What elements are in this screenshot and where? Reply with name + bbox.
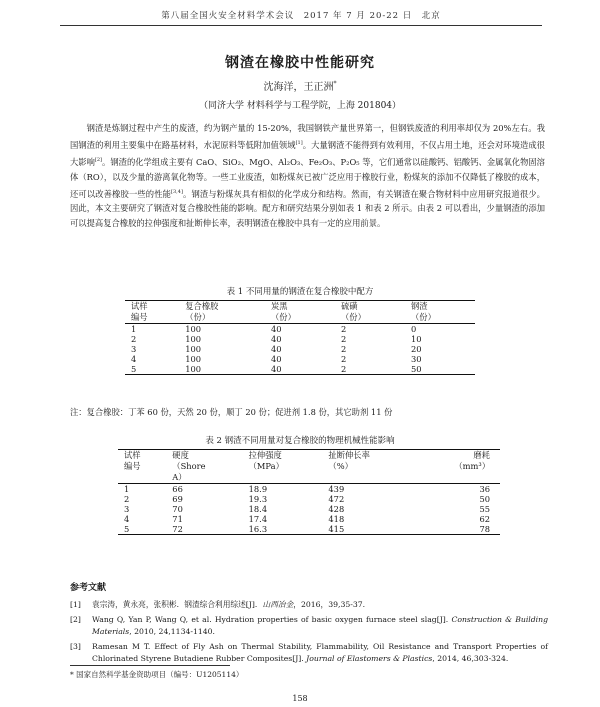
table-row — [118, 484, 500, 495]
paper-title: 钢渣在橡胶中性能研究 — [225, 55, 375, 71]
table2-header-row — [118, 450, 500, 484]
table1-header: （份） — [405, 312, 475, 324]
table-row — [125, 324, 475, 335]
page-number: 158 — [292, 694, 308, 703]
table-cell: 2 — [340, 334, 347, 344]
authors — [0, 78, 600, 93]
table-cell: 36 — [479, 484, 490, 494]
reference-item — [70, 641, 548, 665]
table-row — [118, 504, 500, 514]
table1-note: 注：复合橡胶：丁苯 60 份，天然 20 份，顺丁 20 份；促进剂 1.8 份，其它助剂 11 份 — [70, 407, 393, 417]
table-cell: 40 — [270, 344, 282, 354]
table-cell: 71 — [172, 514, 183, 524]
footnote: * 国家自然科学基金资助项目（编号：U1205114） — [70, 670, 244, 679]
table1-caption: 表 1 不同用量的钢渣在复合橡胶中配方 — [226, 287, 374, 297]
author-mark: * — [333, 80, 337, 88]
footnote-rule — [70, 665, 230, 666]
table-cell: 20 — [410, 344, 422, 354]
table1-header: 试样 — [131, 301, 148, 311]
reference-item — [70, 614, 548, 638]
table-cell: 2 — [340, 354, 347, 364]
table1-header: 钢渣 — [410, 301, 428, 311]
table1-header: 炭黑 — [270, 301, 288, 311]
table-cell: 100 — [185, 364, 202, 374]
table-cell: 78 — [479, 524, 490, 534]
table-cell: 18.4 — [248, 504, 268, 514]
table-cell: 17.4 — [248, 514, 268, 524]
table-cell: 30 — [410, 354, 422, 364]
table-cell: 3 — [131, 344, 137, 354]
reference-number: [1] — [70, 600, 81, 609]
table1-header: （份） — [179, 312, 265, 324]
table-cell: 1 — [124, 484, 130, 494]
table-cell: 69 — [172, 494, 183, 504]
table-cell: 16.3 — [248, 524, 268, 534]
table2-header: 拉伸强度 （MPa） — [243, 450, 323, 484]
table-cell: 472 — [328, 494, 345, 504]
table-cell: 100 — [185, 324, 202, 334]
table-row — [118, 514, 500, 524]
table1-header: （份） — [335, 312, 405, 324]
table-cell: 5 — [131, 364, 137, 374]
abstract-text: 。大量钢渣不能得到有效利用，不仅占用土地，还会对环境造成很大影响 — [70, 139, 545, 167]
table2-header: 磨耗 （mm³） — [413, 450, 500, 484]
table-cell: 70 — [172, 504, 183, 514]
author-names: 沈海洋，王正洲 — [263, 82, 334, 93]
table-cell: 2 — [131, 334, 137, 344]
table-cell: 66 — [172, 484, 183, 494]
table-cell: 50 — [410, 364, 422, 374]
table-cell: 55 — [479, 504, 490, 514]
affiliation: （同济大学 材料科学与工程学院，上海 201804） — [198, 101, 402, 111]
citation-3-4: [3,4] — [171, 188, 183, 195]
table-row — [125, 354, 475, 364]
table-row — [125, 344, 475, 354]
table-cell: 439 — [328, 484, 345, 494]
header-rule — [60, 25, 542, 26]
table-cell: 18.9 — [248, 484, 268, 494]
table1 — [125, 300, 475, 375]
running-header: 第八届全国火安全材料学术会议 2017 年 7 月 20-22 日 北京 — [161, 11, 441, 21]
table-cell: 2 — [124, 494, 130, 504]
references-list — [70, 599, 548, 668]
table2-caption: 表 2 钢渣不同用量对复合橡胶的物理机械性能影响 — [205, 436, 395, 446]
table-cell: 4 — [124, 514, 130, 524]
table-cell: 100 — [185, 334, 202, 344]
table-cell: 1 — [131, 324, 137, 334]
table2 — [118, 449, 500, 535]
table-cell: 19.3 — [248, 494, 268, 504]
table-cell: 62 — [479, 514, 490, 524]
citation-2: [2] — [94, 156, 103, 163]
table-cell: 72 — [172, 524, 183, 534]
reference-number: [2] — [70, 615, 81, 624]
table-cell: 40 — [270, 354, 282, 364]
abstract-text: 。钢渣的化学组成主要有 CaO、SiO₂、MgO、Al₂O₃、Fe₂O₃、P₂O₅ 等，它们通常以硅酸钙、铝酸钙、金属氧化物固溶体（RO），以及少量的游离氧化物等。一些工业废渣，如粉煤灰已被广泛应用于橡胶行业，粉煤灰的添加不仅降低了橡胶的成本，还可以改善橡胶一些的性能 — [70, 156, 545, 199]
abstract-paragraph — [70, 121, 545, 231]
abstract-text: 钢渣是炼钢过程中产生的废渣，约为钢产量的 15-20%，我国钢铁产量世界第一，但钢铁废渣的利用率却仅为 20%左右。我国钢渣的利用主要集中在路基材料，水泥原料等低附加值领域 — [70, 123, 545, 150]
table-cell: 418 — [328, 514, 345, 524]
table-cell: 2 — [340, 324, 347, 334]
table-cell: 3 — [124, 504, 130, 514]
table-cell: 50 — [479, 494, 490, 504]
table-cell: 100 — [185, 344, 202, 354]
table-cell: 100 — [185, 354, 202, 364]
table-cell: 10 — [410, 334, 422, 344]
reference-text: Wang Q, Yan P, Wang Q, et al. Hydration properties of basic oxygen furnace steel slag[J]. Construction & Building Materials, 2010, 24,1134-1140. — [92, 615, 548, 636]
table2-header: 扯断伸长率 （%） — [322, 450, 412, 484]
table-cell: 5 — [124, 524, 130, 534]
table1-header: 硫磺 — [340, 301, 358, 311]
reference-text: Ramesan M T. Effect of Fly Ash on Thermal Stability, Flammability, Oil Resistance and Transport Properties of Chlorinated Styrene Butadiene Rubber Composites[J]. Journal of Elastomers & Plastics, 2014, 46,303-324. — [92, 642, 548, 663]
abstract-text: 。钢渣与粉煤灰具有相似的化学成分和结构。然而，有关钢渣在聚合物材料中应用研究报道很少。因此，本文主要研究了钢渣对复合橡胶性能的影响。配方和研究结果分别如表 1 和表 2 所示。由表 2 可以看出，少量钢渣的添加可以提高复合橡胶的拉伸强度和扯断伸长率，表明钢渣在橡胶中具有一定的应用前景。 — [70, 188, 545, 229]
table-cell: 40 — [270, 324, 282, 334]
table1-header: 复合橡胶 — [185, 301, 219, 311]
table-cell: 2 — [340, 344, 347, 354]
table-row — [125, 334, 475, 344]
table1-header: （份） — [265, 312, 335, 324]
table1-header: 编号 — [125, 312, 179, 324]
table-row — [118, 494, 500, 504]
table2-header: 硬度 （Shore A） — [166, 450, 242, 484]
table-row — [125, 364, 475, 375]
table-cell: 4 — [131, 354, 137, 364]
table-cell: 2 — [340, 364, 347, 374]
table-row — [118, 524, 500, 535]
table-cell: 40 — [270, 334, 282, 344]
table-cell: 0 — [410, 324, 417, 334]
reference-item — [70, 599, 548, 611]
table2-header: 试样 编号 — [118, 450, 166, 484]
reference-text: 袁宗涛，黄永亮，张积彬．钢渣综合利用综述[J]．山西冶金，2016，39,35-37. — [92, 600, 366, 609]
table-cell: 428 — [328, 504, 345, 514]
citation-1: [1] — [295, 140, 303, 146]
table1-header-row — [125, 301, 475, 313]
table-cell: 415 — [328, 524, 345, 534]
references-heading: 参考文献 — [70, 583, 107, 593]
table1-header-row — [125, 312, 475, 324]
reference-number: [3] — [70, 642, 81, 651]
table-cell: 40 — [270, 364, 282, 374]
